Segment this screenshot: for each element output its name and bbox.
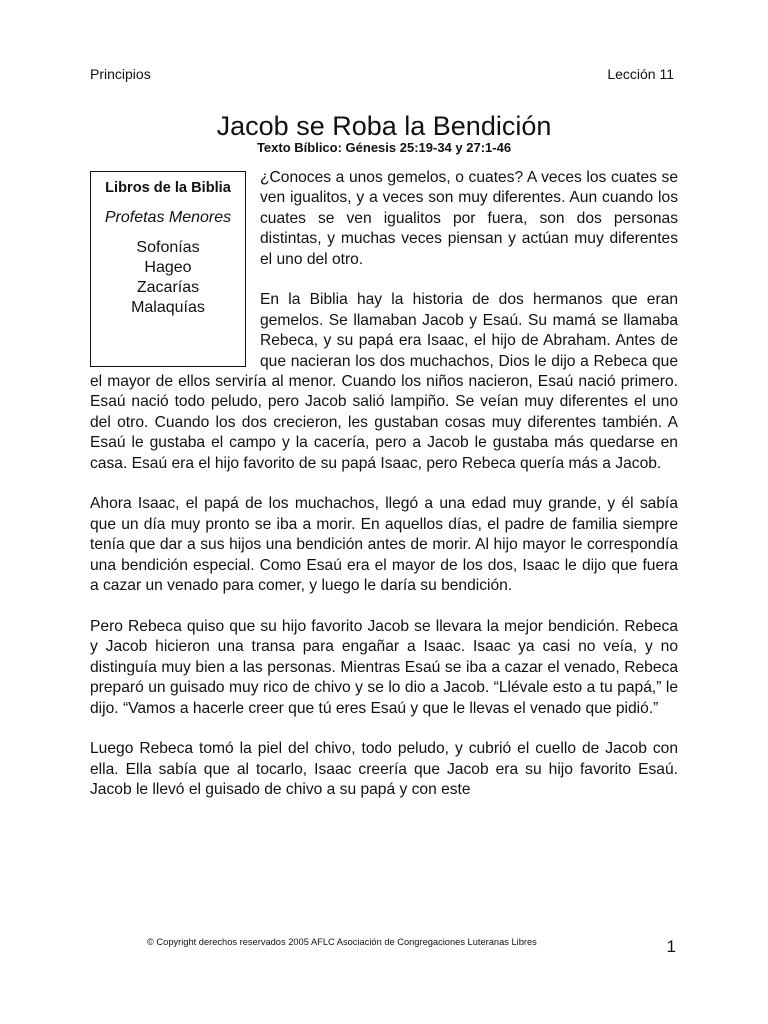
header-series: Principios (90, 66, 151, 82)
bible-books-category: Profetas Menores (104, 209, 232, 226)
bible-books-title: Libros de la Biblia (105, 180, 231, 196)
paragraph: En la Biblia hay la historia de dos hermanos que eran gemelos. Se llamaban Jacob y Esaú. Su mamá se llamaba Rebeca, y su papá era Isaac, el hijo de Abraham. Antes de que nacieran los dos muchachos, Dios le dijo a Rebeca que el mayor de ellos serviría al menor. Cuando los niños nacieron, Esaú nació primero. Esaú nació todo peludo, pero Jacob salió lampiño. Se veían muy diferentes el uno del otro. Cuando los dos crecieron, les gustaban cosas muy diferentes también. A Esaú le gustaba el campo y la cacería, pero a Jacob le gustaba más quedarse en casa. Esaú era el hijo favorito de su papá Isaac, pero Rebeca quería más a Jacob. (90, 291, 678, 472)
page-number: 1 (666, 937, 676, 956)
lesson-title: Jacob se Roba la Bendición (216, 111, 552, 142)
bible-book: Malaquías (131, 299, 205, 316)
bible-reference: Texto Bíblico: Génesis 25:19-34 y 27:1-46 (256, 140, 512, 155)
bible-book: Sofonías (136, 239, 200, 256)
paragraph: Ahora Isaac, el papá de los muchachos, llegó a una edad muy grande, y él sabía que un día muy pronto se iba a morir. En aquellos días, el padre de familia siempre tenía que dar a sus hijos una bendición antes de morir. Al hijo mayor le correspondía una bendición especial. Como Esaú era el mayor de los dos, Isaac le dijo que fuera a cazar un venado para comer, y luego le daría su bendición. (90, 495, 678, 595)
bible-books-box (90, 171, 246, 367)
copyright-footer: © Copyright derechos reservados 2005 AFLC Asociación de Congregaciones Luteranas Libres (147, 937, 537, 947)
bible-book: Zacarías (136, 279, 200, 296)
paragraph: Luego Rebeca tomó la piel del chivo, todo peludo, y cubrió el cuello de Jacob con ella. Ella sabía que al tocarlo, Isaac creería que Jacob era su hijo favorito Esaú. Jacob le llevó el guisado de chivo a su papá y con este (90, 740, 678, 799)
paragraph: ¿Conoces a unos gemelos, o cuates? A veces los cuates se ven igualitos, y a veces son muy diferentes. Aun cuando los cuates se ven igualitos por fuera, son dos personas distintas, y muchas veces piensan y actúan muy diferentes el uno del otro. (260, 169, 678, 268)
header-lesson: Lección 11 (607, 66, 674, 82)
bible-book: Hageo (144, 259, 192, 276)
lesson-body (90, 168, 678, 821)
paragraph: Pero Rebeca quiso que su hijo favorito Jacob se llevara la mejor bendición. Rebeca y Jacob hicieron una transa para engañar a Isaac. Isaac ya casi no veía, y no distinguía muy bien a las personas. Mientras Esaú se iba a cazar el venado, Rebeca preparó un guisado muy rico de chivo y se lo dio a Jacob. “Llévale esto a tu papá,” le dijo. “Vamos a hacerle creer que tú eres Esaú y que le llevas el venado que pidió.” (90, 617, 678, 717)
